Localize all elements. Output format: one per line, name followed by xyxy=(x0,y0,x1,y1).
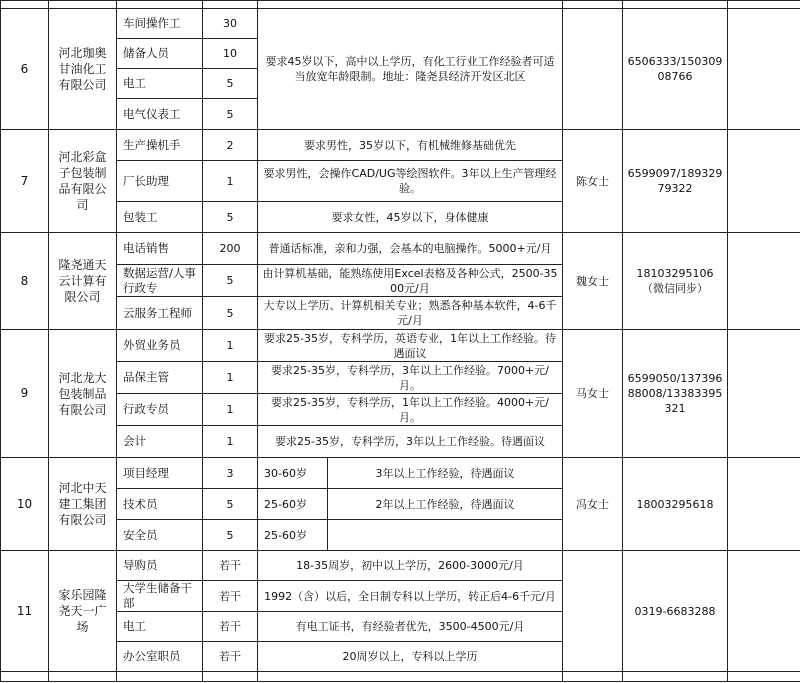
job-title: 大学生储备干部 xyxy=(117,581,203,612)
table-row xyxy=(1,130,800,161)
job-title: 储备人员 xyxy=(117,39,203,69)
job-requirement: 要求25-35岁，专科学历，3年以上工作经验。7000+元/月。 xyxy=(258,362,563,394)
job-requirement: 2年以上工作经验，待遇面议 xyxy=(328,489,563,520)
age-range: 30-60岁 xyxy=(258,458,328,489)
job-title: 品保主管 xyxy=(117,362,203,394)
table-row xyxy=(1,672,800,682)
table-row xyxy=(1,233,800,265)
contact-person: 陈女士 xyxy=(563,130,623,233)
job-count: 200 xyxy=(203,233,258,265)
row-index: 9 xyxy=(1,330,49,458)
job-count: 3 xyxy=(203,458,258,489)
contact-person xyxy=(563,551,623,672)
job-requirement: 要求25-35岁，专科学历，英语专业，1年以上工作经验。待遇面议 xyxy=(258,330,563,362)
job-requirement: 大专以上学历、计算机相关专业；熟悉各种基本软件，4-6千元/月 xyxy=(258,297,563,330)
contact-person: 马女士 xyxy=(563,330,623,458)
job-requirement xyxy=(328,520,563,551)
job-count: 1 xyxy=(203,394,258,426)
job-count: 若干 xyxy=(203,642,258,672)
table-row xyxy=(1,458,800,489)
job-requirement: 有电工证书，有经验者优先，3500-4500元/月 xyxy=(258,612,563,642)
job-count: 2 xyxy=(203,130,258,161)
job-title: 电工 xyxy=(117,612,203,642)
job-count: 1 xyxy=(203,362,258,394)
job-title: 生产操机手 xyxy=(117,130,203,161)
row-index: 10 xyxy=(1,458,49,551)
contact-person: 冯女士 xyxy=(563,458,623,551)
row-index: 6 xyxy=(1,9,49,130)
remark-cell xyxy=(728,458,800,551)
job-count: 5 xyxy=(203,99,258,130)
job-title: 云服务工程师 xyxy=(117,297,203,330)
job-requirement: 普通话标准，亲和力强，会基本的电脑操作。5000+元/月 xyxy=(258,233,563,265)
job-title: 电话销售 xyxy=(117,233,203,265)
job-count: 1 xyxy=(203,330,258,362)
job-count: 5 xyxy=(203,520,258,551)
job-requirement: 要求45岁以下，高中以上学历，有化工行业工作经验者可适当放宽年龄限制。地址：隆尧县经济开发区北区 xyxy=(258,9,563,130)
job-count: 5 xyxy=(203,265,258,297)
job-title: 电工 xyxy=(117,69,203,99)
job-count: 5 xyxy=(203,297,258,330)
job-title: 安全员 xyxy=(117,520,203,551)
contact-person xyxy=(563,9,623,130)
job-requirement: 要求男性，35岁以下，有机械维修基础优先 xyxy=(258,130,563,161)
job-count: 1 xyxy=(203,426,258,458)
job-count: 1 xyxy=(203,161,258,202)
job-count: 5 xyxy=(203,489,258,520)
job-title: 包装工 xyxy=(117,202,203,233)
job-title: 外贸业务员 xyxy=(117,330,203,362)
job-title: 行政专员 xyxy=(117,394,203,426)
job-requirement: 由计算机基础，能熟练使用Excel表格及各种公式，2500-3500元/月 xyxy=(258,265,563,297)
remark-cell xyxy=(728,233,800,330)
job-requirement: 要求女性，45岁以下，身体健康 xyxy=(258,202,563,233)
company-name: 河北中天建工集团有限公司 xyxy=(49,458,117,551)
company-name: 河北彩盒子包装制品有限公司 xyxy=(49,130,117,233)
contact-person: 魏女士 xyxy=(563,233,623,330)
contact-phone: 0319-6683288 xyxy=(623,551,728,672)
remark-cell xyxy=(728,9,800,130)
job-requirement: 18-35周岁，初中以上学历，2600-3000元/月 xyxy=(258,551,563,581)
job-count: 5 xyxy=(203,69,258,99)
age-range: 25-60岁 xyxy=(258,520,328,551)
job-title: 导购员 xyxy=(117,551,203,581)
job-title: 会计 xyxy=(117,426,203,458)
remark-cell xyxy=(728,330,800,458)
job-title: 办公室职员 xyxy=(117,642,203,672)
contact-phone: 6506333/15030908766 xyxy=(623,9,728,130)
remark-cell xyxy=(728,130,800,233)
company-name: 河北珈奥甘油化工有限公司 xyxy=(49,9,117,130)
job-count: 若干 xyxy=(203,581,258,612)
job-count: 若干 xyxy=(203,551,258,581)
row-index: 11 xyxy=(1,551,49,672)
job-title: 技术员 xyxy=(117,489,203,520)
job-requirement: 要求25-35岁，专科学历，3年以上工作经验。待遇面议 xyxy=(258,426,563,458)
company-name: 河北龙大包装制品有限公司 xyxy=(49,330,117,458)
table-row xyxy=(1,1,800,9)
job-count: 10 xyxy=(203,39,258,69)
table-row xyxy=(1,9,800,39)
contact-phone: 18103295106（微信同步） xyxy=(623,233,728,330)
job-requirement: 20周岁以上，专科以上学历 xyxy=(258,642,563,672)
job-requirement: 要求男性，会操作CAD/UG等绘图软件。3年以上生产管理经验。 xyxy=(258,161,563,202)
job-requirement: 要求25-35岁，专科学历，1年以上工作经验。4000+元/月。 xyxy=(258,394,563,426)
job-title: 车间操作工 xyxy=(117,9,203,39)
job-title: 电气仪表工 xyxy=(117,99,203,130)
job-count: 若干 xyxy=(203,612,258,642)
job-count: 30 xyxy=(203,9,258,39)
contact-phone: 18003295618 xyxy=(623,458,728,551)
job-count: 5 xyxy=(203,202,258,233)
row-index: 7 xyxy=(1,130,49,233)
job-title: 项目经理 xyxy=(117,458,203,489)
remark-cell xyxy=(728,551,800,672)
job-title: 厂长助理 xyxy=(117,161,203,202)
company-name: 家乐园隆尧天一广场 xyxy=(49,551,117,672)
job-requirement: 1992（含）以后，全日制专科以上学历，转正后4-6千元/月 xyxy=(258,581,563,612)
company-name: 隆尧通天云计算有限公司 xyxy=(49,233,117,330)
job-requirement: 3年以上工作经验，待遇面议 xyxy=(328,458,563,489)
contact-phone: 6599097/18932979322 xyxy=(623,130,728,233)
table-row xyxy=(1,551,800,581)
contact-phone: 6599050/13739688008/13383395321 xyxy=(623,330,728,458)
table-row xyxy=(1,330,800,362)
row-index: 8 xyxy=(1,233,49,330)
age-range: 25-60岁 xyxy=(258,489,328,520)
job-title: 数据运营/人事行政专 xyxy=(117,265,203,297)
